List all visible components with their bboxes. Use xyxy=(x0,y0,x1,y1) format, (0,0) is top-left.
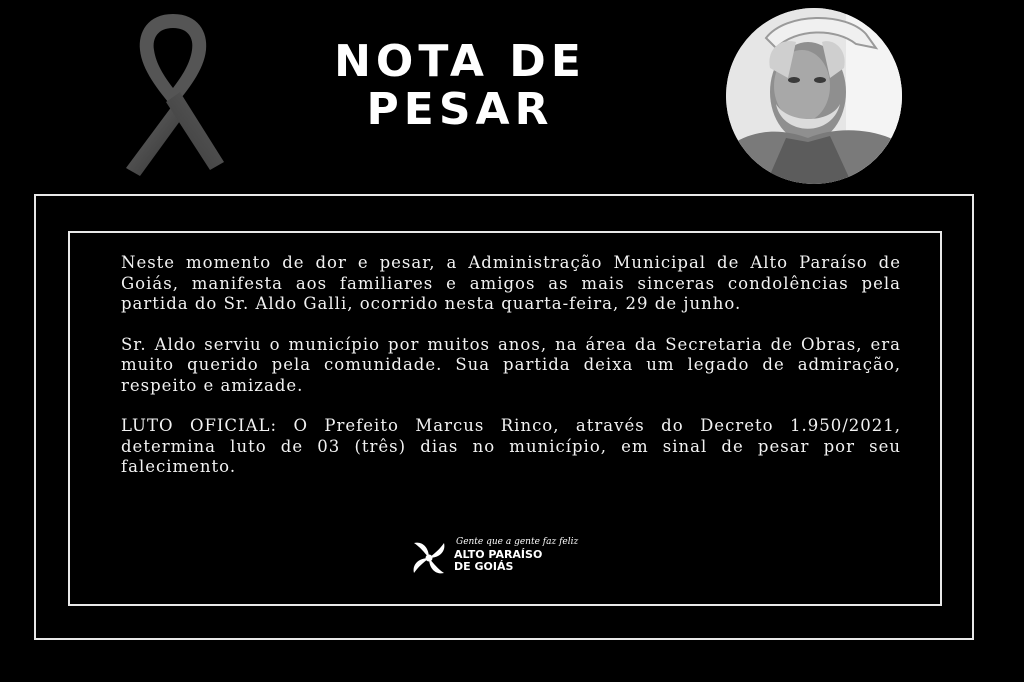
logo-emblem-icon xyxy=(408,537,450,579)
mourning-ribbon-icon xyxy=(118,10,228,180)
title-line-2: PESAR xyxy=(366,84,554,135)
logo-name-line-2: DE GOIÁS xyxy=(454,560,514,573)
message-paragraph-3: LUTO OFICIAL: O Prefeito Marcus Rinco, através do Decreto 1.950/2021, determina luto de 03 (três) dias no município, em sinal de pesar por seu falecimento. xyxy=(121,416,901,476)
title-line-1: NOTA DE xyxy=(334,36,586,87)
message-paragraph-1: Neste momento de dor e pesar, a Administração Municipal de Alto Paraíso de Goiás, manifesta aos familiares e amigos as mais sinceras condolências pela partida do Sr. Aldo Galli, ocorrido nesta quarta-feira, 29 de junho. xyxy=(121,253,901,313)
logo-tagline: Gente que a gente faz feliz xyxy=(456,537,579,547)
message-paragraph-2: Sr. Aldo serviu o município por muitos anos, na área da Secretaria de Obras, era muito querido pela comunidade. Sua partida deixa um legado de admiração, respeito e amizade. xyxy=(121,334,901,395)
logo-name xyxy=(454,549,542,573)
logo-name-line-1: ALTO PARAÍSO xyxy=(454,548,543,561)
page-title xyxy=(290,38,630,134)
condolence-message xyxy=(121,253,901,498)
portrait-image xyxy=(726,8,902,184)
municipal-logo xyxy=(408,537,579,583)
portrait-photo xyxy=(726,8,902,184)
